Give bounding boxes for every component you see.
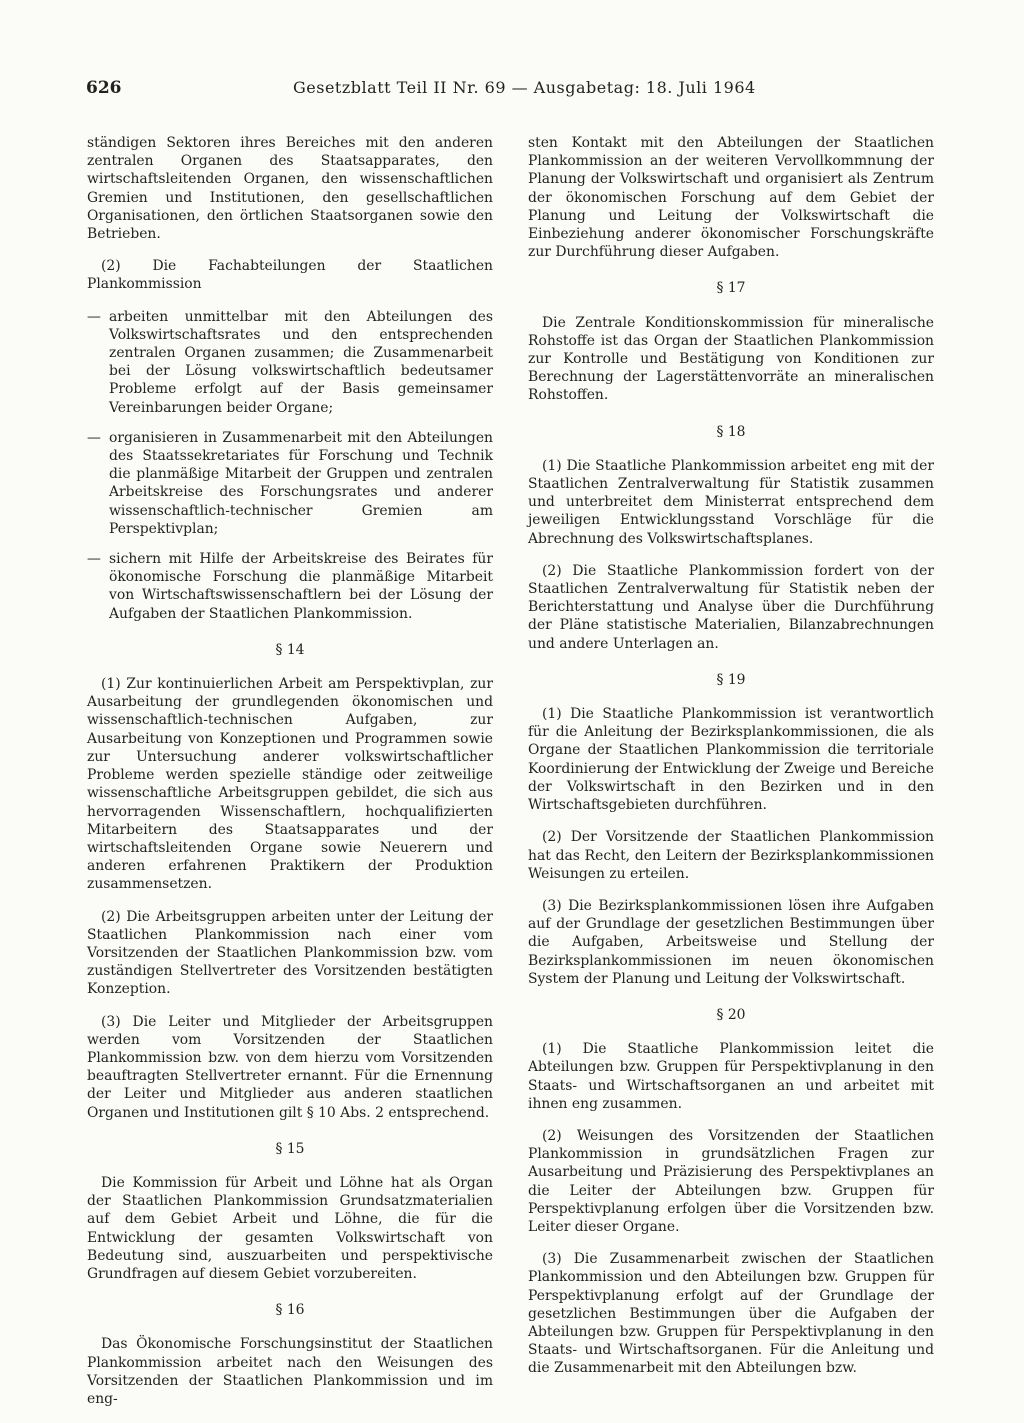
list-item	[87, 550, 493, 623]
list-item	[87, 308, 493, 417]
paragraph: (2) Weisungen des Vorsitzenden der Staatlichen Plankommission in grundsätzlichen Fragen zur Ausarbeitung und Präzisierung des Perspektivplanes an die Leiter der Abteilungen bzw. Gruppen für Perspektivplanung erfolgen über die Vorsitzenden bzw. Leiter dieser Organe.	[528, 1127, 934, 1235]
paragraph: (1) Zur kontinuierlichen Arbeit am Perspektivplan, zur Ausarbeitung der grundlegenden ökonomischen und wissenschaftlich-technischen Aufgaben, zur Ausarbeitung von Konzeptionen und Programmen sowie zur Untersuchung anderer volkswirtschaftlicher Probleme werden spezielle ständige oder zeitweilige wissenschaftliche Arbeitsgruppen gebildet, die sich aus hervorragenden Wissenschaftlern, hochqualifizierten Mitarbeitern des Staatsapparates und der wirtschaftsleitenden Organe sowie Neuerern und anderen erfahrenen Praktikern der Produktion zusammensetzen.	[87, 676, 493, 893]
left-column	[87, 134, 493, 1422]
paragraph: Die Kommission für Arbeit und Löhne hat als Organ der Staatlichen Plankommission Grundsatzmaterialien auf dem Gebiet Arbeit und Löhne, die für die Entwicklung der gesamten Volkswirtschaft von Bedeutung sind, auszuarbeiten und perspektivische Grundfragen auf diesem Gebiet vorzubereiten.	[87, 1174, 493, 1282]
list-item-text: organisieren in Zusammenarbeit mit den Abteilungen des Staatssekretariates für Forschung und Technik die planmäßige Mitarbeit der Gruppen und zentralen Arbeitskreise des Forschungsrates und anderer wissenschaftlich-technischer Gremien am Perspektivplan;	[109, 429, 493, 537]
list-item	[87, 429, 493, 538]
right-column	[528, 134, 934, 1392]
section-heading-15: § 15	[275, 1140, 305, 1157]
dash-marker: —	[87, 551, 101, 568]
paragraph: (2) Die Fachabteilungen der Staatlichen Plankommission	[87, 258, 493, 293]
running-head: Gesetzblatt Teil II Nr. 69 — Ausgabetag: 18. Juli 1964	[293, 78, 756, 97]
dash-marker: —	[87, 308, 101, 325]
dash-marker: —	[87, 429, 101, 446]
list-item-text: arbeiten unmittelbar mit den Abteilungen des Volkswirtschaftsrates und den entsprechenden zentralen Organen zusammen; die Zusammenarbeit bei der Lösung volkswirtschaftlich bedeutsamer Probleme erfolgt auf der Basis gemeinsamer Vereinbarungen beider Organe;	[109, 308, 493, 416]
paragraph: Das Ökonomische Forschungsinstitut der Staatlichen Plankommission arbeitet nach den Weisungen des Vorsitzenden der Staatlichen Plankommission und im eng-	[87, 1336, 493, 1407]
dash-list	[87, 308, 493, 623]
paragraph-continued: sten Kontakt mit den Abteilungen der Staatlichen Plankommission an der weiteren Vervollkommnung der Planung der Volkswirtschaft und organisiert als Zentrum der ökonomischen Forschung auf dem Gebiet der Planung und Leitung der Volkswirtschaft die Einbeziehung anderer ökonomischer Forschungskräfte zur Durchführung dieser Aufgaben.	[528, 135, 934, 261]
paragraph: (1) Die Staatliche Plankommission leitet die Abteilungen bzw. Gruppen für Perspektivplanung in den Staats- und Wirtschaftsorganen an und arbeitet mit ihnen eng zusammen.	[528, 1041, 934, 1112]
paragraph: (2) Die Arbeitsgruppen arbeiten unter der Leitung der Staatlichen Plankommission nach einer vom Vorsitzenden der Staatlichen Plankommission bzw. vom zuständigen Stellvertreter des Vorsitzenden bestätigten Konzeption.	[87, 908, 493, 998]
page-header	[86, 78, 936, 104]
section-heading-18: § 18	[716, 423, 746, 440]
section-heading-14: § 14	[275, 641, 305, 658]
section-heading-16: § 16	[275, 1302, 305, 1319]
paragraph-continued: ständigen Sektoren ihres Bereiches mit den anderen zentralen Organen des Staatsapparates, den wirtschaftsleitenden Organen, den wissenschaftlichen Gremien und Institutionen, den gesellschaftlichen Organisationen, den örtlichen Staatsorganen sowie den Betrieben.	[87, 135, 493, 243]
paragraph: (3) Die Leiter und Mitglieder der Arbeitsgruppen werden vom Vorsitzenden der Staatlichen Plankommission bzw. von dem hierzu vom Vorsitzenden beauftragten Stellvertreter ernannt. Für die Ernennung der Leiter und Mitglieder aus anderen staatlichen Organen und Institutionen gilt § 10 Abs. 2 entsprechend.	[87, 1013, 493, 1121]
list-item-text: sichern mit Hilfe der Arbeitskreise des Beirates für ökonomische Forschung die planmäßige Mitarbeit von Wirtschaftswissenschaftlern bei der Lösung der Aufgaben der Staatlichen Plankommission.	[109, 551, 493, 622]
paragraph: (2) Die Staatliche Plankommission fordert von der Staatlichen Zentralverwaltung für Statistik neben der Berichterstattung und Analyse über die Durchführung der Pläne statistische Materialien, Bilanzabrechnungen und andere Unterlagen an.	[528, 562, 934, 652]
paragraph: (1) Die Staatliche Plankommission arbeitet eng mit der Staatlichen Zentralverwaltung für Statistik zusammen und unterbreitet dem Ministerrat entsprechend dem jeweiligen Entwicklungsstand Vorschläge für die Abrechnung des Volkswirtschaftsplanes.	[528, 457, 934, 547]
paragraph: (3) Die Zusammenarbeit zwischen der Staatlichen Plankommission und den Abteilungen bzw. Gruppen für Perspektivplanung erfolgt auf der Grundlage der gesetzlichen Bestimmungen über die Aufgaben der Abteilungen bzw. Gruppen für Perspektivplanung in den Staats- und Wirtschaftsorganen. Für die Anleitung und die Zusammenarbeit mit den Abteilungen bzw.	[528, 1251, 934, 1377]
section-heading-19: § 19	[716, 671, 746, 688]
paragraph: (2) Der Vorsitzende der Staatlichen Plankommission hat das Recht, den Leitern der Bezirksplankommissionen Weisungen zu erteilen.	[528, 829, 934, 882]
section-heading-17: § 17	[716, 280, 746, 297]
paragraph: (1) Die Staatliche Plankommission ist verantwortlich für die Anleitung der Bezirksplankommissionen, die als Organe der Staatlichen Plankommission die territoriale Koordinierung der Entwicklung der Zweige und Bereiche der Volkswirtschaft in den Bezirken und in den Wirtschaftsgebieten durchführen.	[528, 706, 934, 814]
section-heading-20: § 20	[716, 1006, 746, 1023]
paragraph: (3) Die Bezirksplankommissionen lösen ihre Aufgaben auf der Grundlage der gesetzlichen Bestimmungen über die Aufgaben, Arbeitsweise und Stellung der Bezirksplankommissionen im neuen ökonomischen System der Planung und Leitung der Volkswirtschaft.	[528, 897, 934, 987]
paragraph: Die Zentrale Konditionskommission für mineralische Rohstoffe ist das Organ der Staatlichen Plankommission zur Kontrolle und Bestätigung von Konditionen zur Berechnung der Lagerstättenvorräte an mineralischen Rohstoffen.	[528, 314, 934, 404]
page-number: 626	[86, 78, 122, 98]
